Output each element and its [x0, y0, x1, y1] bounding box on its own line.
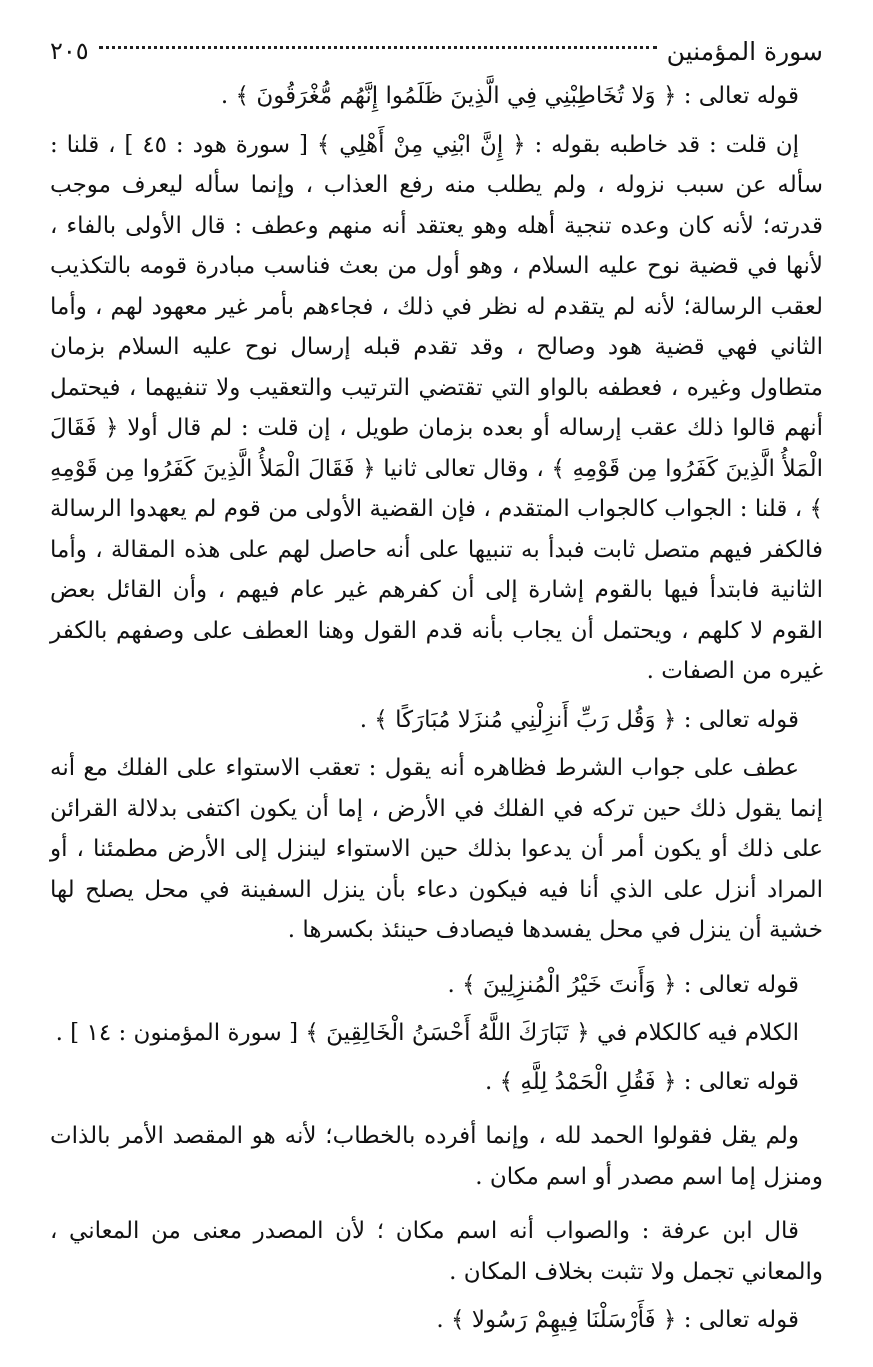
paragraph-commentary-5: قال ابن عرفة : والصواب أنه اسم مكان ؛ لأن المصدر معنى من المعاني ، والمعاني تجمل ولا تثبت بخلاف المكان .: [50, 1218, 823, 1285]
paragraph-verse-3: قوله تعالى : ﴿ وَأَنتَ خَيْرُ الْمُنزِلِينَ ﴾ .: [447, 971, 799, 998]
paragraph-verse-5: قوله تعالى : ﴿ فَأَرْسَلْنَا فِيهِمْ رَسُولا ﴾ .: [436, 1307, 799, 1333]
paragraph-verse-4: قوله تعالى : ﴿ فَقُلِ الْحَمْدُ لِلَّهِ ﴾ .: [484, 1068, 799, 1095]
paragraph-commentary-4: ولم يقل فقولوا الحمد لله ، وإنما أفرده بالخطاب؛ لأنه هو المقصد الأمر بالذات ومنزل إما اسم مصدر أو اسم مكان .: [50, 1123, 823, 1190]
paragraph-commentary-2: عطف على جواب الشرط فظاهره أنه يقول : تعقب الاستواء على الفلك مع أنه إنما يقول ذلك حين تركه في الفلك في الأرض ، إما أن يكون اكتفى بدلالة القرائن على ذلك أو يكون أمر أن يدعوا بذلك حين الاستواء لينزل إلى الأرض مطمئنا ، أو المراد أنزل على الذي أنا فيه فيكون دعاء بأن ينزل السفينة في محل يصلح لها خشية أن ينزل في محل يفسدها فيصادف حينئذ بكسرها .: [50, 755, 823, 943]
paragraph-verse-1: قوله تعالى : ﴿ وَلا تُخَاطِبْنِي فِي الَّذِينَ ظَلَمُوا إِنَّهُم مُّغْرَقُونَ ﴾ .: [220, 83, 799, 109]
paragraph-commentary-3: الكلام فيه كالكلام في ﴿ تَبَارَكَ اللَّهُ أَحْسَنُ الْخَالِقِينَ ﴾ [ سورة المؤمنون : ١٤ ] .: [55, 1020, 799, 1046]
running-title: سورة المؤمنين: [666, 36, 823, 66]
paragraph-commentary-1: إن قلت : قد خاطبه بقوله : ﴿ إِنَّ ابْنِي مِنْ أَهْلِي ﴾ [ سورة هود : ٤٥ ] ، قلنا : سأله عن سبب نزوله ، ولم يطلب منه رفع العذاب ، وإنما سأله ليعرف موجب قدرته؛ لأنه كان وعده تنجية أهله وهو يعتقد أنه منهم وعطف : قال الأولى بالفاء ، لأنها في قضية نوح عليه السلام ، وهو أول من بعث فناسب مبادرة قومه بالتكذيب لعقب الرسالة؛ لأنه لم يتقدم له نظر في ذلك ، فجاءهم بأمر غير معهود لهم ، وأما الثاني فهي قضية هود وصالح ، وقد تقدم قبله إرسال نوح عليه السلام بزمان متطاول وغيره ، فعطفه بالواو التي تقتضي الترتيب والتعقيب ولا تنفيهما ، فيحتمل أنهم قالوا ذلك عقب إرساله أو بعده بزمان طويل ، إن قلت : لم قال أولا ﴿ فَقَالَ الْمَلأُ الَّذِينَ كَفَرُوا مِن قَوْمِهِ ﴾ ، وقال تعالى ثانيا ﴿ فَقَالَ الْمَلأُ الَّذِينَ كَفَرُوا مِن قَوْمِهِ ﴾ ، قلنا : الجواب كالجواب المتقدم ، فإن القضية الأولى من قوم لم يعهدوا الرسالة فالكفر فيهم متصل ثابت فبدأ به تنبيها على أنه حاصل لهم على هذه المقالة ، وأما الثانية فابتدأ فيها بالقوم إشارة إلى أن كفرهم غير عام فيهم ، وأن القائل بعض القوم لا كلهم ، ويحتمل أن يجاب بأنه قدم القول وهنا العطف على وصفهم بالكفر غيره من الصفات .: [50, 131, 823, 684]
paragraph-verse-2: قوله تعالى : ﴿ وَقُل رَبِّ أَنزِلْنِي مُنزَلا مُبَارَكًا ﴾ .: [359, 706, 799, 733]
page-header: [50, 34, 823, 68]
page-number: ٢٠٥: [50, 37, 89, 65]
header-dotted-leader: [99, 46, 657, 49]
